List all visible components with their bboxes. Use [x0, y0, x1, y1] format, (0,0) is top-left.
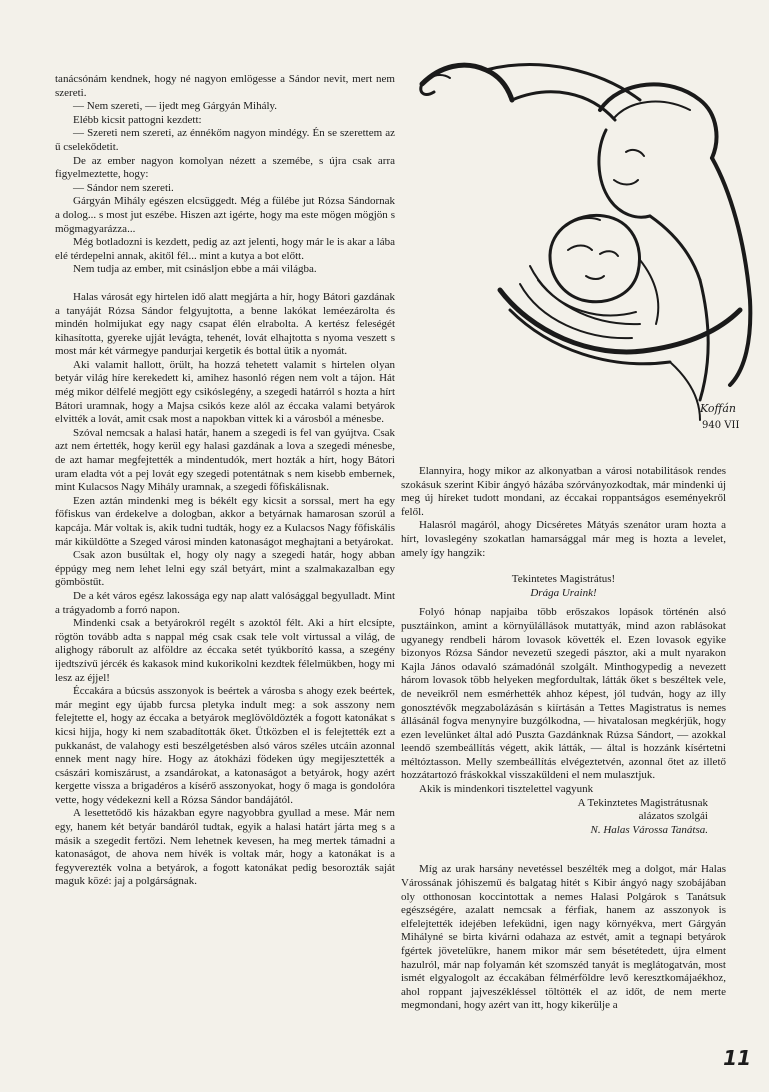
- left-paragraph: Ezen aztán mindenki meg is békélt egy kicsit a sorssal, mert ha egy főfiskus van érdekelve a dologban, akkor a betyárnak hamarosan szorúl a kapcája. Már voltak is, akik tudni tudták, hogy ez a Kulacsos Nagy főfiskális már kiküldötte a Szeged városi minden katonaságot meghajtani a betyárokat.: [55, 494, 395, 548]
- left-paragraph: De a két város egész lakossága egy nap alatt valósággal begyulladt. Mint a trágyadomb a forró napon.: [55, 589, 395, 616]
- letter-salutation: Drága Uraink!: [530, 586, 597, 599]
- letter-signoff: alázatos szolgái: [638, 810, 708, 823]
- left-paragraph: Gárgyán Mihály egészen elcsüggedt. Még a fülébe jut Rózsa Sándornak a dolog... s most jut eszébe. Hiszen azt igérte, hogy ma este mögen mögjön s mögmagyarázza...: [55, 195, 395, 235]
- left-paragraph: Halas városát egy hirtelen idő alatt megjárta a hír, hogy Bátori gazdának a tanyáját Rózsa Sándor felgyujtotta, a benne lakókat leméezárolta és mindén holmijukat egy nagy csapat élén elrabolta. A kertész feleségét kihasította, gyereke ujját levágta, tehenét, lovát elhajtotta s nyoma veszett s most már két vármegye pandurjai kergetik és bottal ütik a nyomát.: [55, 290, 395, 358]
- left-paragraph: Szóval nemcsak a halasi határ, hanem a szegedi is fel van gyújtva. Csak azt nem értették, hogy kerül egy halasi gazdának a lova a szegedi ménesbe, de azt hamar megfejtették a mindentudók, mert hozták a hírt, hogy Bátori uram eladta vót a pej lovát egy szegedi potentátnak s nem kisebb embernek, mint Kulacsos Nagy Mihály uramnak, a szegedi főfiskálisnak.: [55, 426, 395, 494]
- left-paragraph: Még botladozni is kezdett, pedig az azt jelenti, hogy már le is akar a lába elé térdepelni annak, akitől fél... mint a kutya a bot előtt.: [55, 236, 395, 262]
- left-paragraph: tanácsónám kendnek, hogy né nagyon emlögesse a Sándor nevit, mert nem szereti.: [55, 73, 395, 99]
- right-paragraph: Elannyira, hogy mikor az alkonyatban a városi notabilitások rendes szokásuk szerint Kibir ángyó házába szórványozkodtak, már mindenki új meg új híreket tudott mondani, az éccakai roppantságos eseményekről felől.: [401, 465, 726, 518]
- left-paragraph: Aki valamit hallott, örült, ha hozzá tehetett valamit s hirtelen olyan betyár világ híre kerekedett ki, amihez hasonló régen nem volt a tájon. Hát még mikor délfelé megjött egy csikóslegény, a szegedi határról s hozta a hírt Bátori uramnak, hogy a Majsa csikós keze alól az éccaka valami betyárok elvitték a lovát, amit csak most a napokban vittek ki a városból a ménesbe.: [55, 358, 395, 426]
- letter-signoff: N. Halas Várossa Tanátsa.: [590, 823, 708, 836]
- letter-signoff: A Tekinztetes Magistrátusnak: [577, 796, 708, 809]
- right-text-column: [401, 465, 726, 1013]
- letter-closing: Akik is mindenkori tisztelettel vagyunk: [419, 783, 594, 796]
- left-paragraph: De az ember nagyon komolyan nézett a szemébe, s újra csak arra figyelmeztette, hogy:: [55, 154, 395, 181]
- left-paragraph: Éccakára a búcsús asszonyok is beértek a városba s ahogy ezek beértek, már megint egy újabb furcsa pletyka indult meg: a sok asszony nem felejtette el, hogy az éccaka a betyárok meglövöldözték a fogott katonákat s kicsi hijja, hogy ki nem szabadították őket. Ütközben el is felejtették ezt a pukkanást, de valahogy esti beszélgetésben alsó város széles utcáin azonnal ennek ment nagy híre. Hogy az átokházi födeken úgy megijesztették a császári komiszárust, a zsandárokat, a katonaságot a betyárok, hogy azért kergette vissza a brigadéros a kísérő asszonyokat, hogy ő maga is gondolóra vette, hogy védekezni kell a Rózsa Sándor bandájától.: [55, 685, 395, 806]
- illustration-mother-and-child: [400, 40, 760, 455]
- left-paragraph: Nem tudja az ember, mit csinásljon ebbe a mái világba.: [73, 263, 317, 276]
- page-number: 11: [723, 1046, 751, 1070]
- illustration-signature: Koffán: [700, 402, 736, 415]
- right-paragraph: Míg az urak harsány nevetéssel beszélték meg a dolgot, már Halas Várossának jóhiszemű és balgatag hitét s Kibir ángyó nagy szobájában oly otthonosan koccintottak a nemes Halasi Polgárok s Tanátsuk egészségére, azalatt nemcsak a férfiak, hanem az asszonyok is elfelejtették idejében lefeküdni, igen nagy környékva, mert Gárgyán Mihályné se birta kivárni odahaza az estvét, amit a tegnapi betyárok fgértek jövetelükre, hanem mikor már sem bésetétedett, újra elment hazulról, már nap folyamán két szomszéd tanyát is meglátogatván, most ismét elgyalogolt az éccakában félmérföldre levő keresztkomájaékhoz, ahol roppant jajveszékléssel töltötték el az időt, de nem merte megmondani, hogy azért van itt, hogy kikerülje a: [401, 863, 726, 1012]
- left-text-column: [55, 73, 395, 889]
- left-paragraph: Elébb kicsit pattogni kezdett:: [73, 113, 202, 126]
- left-paragraph: — Nem szereti, — ijedt meg Gárgyán Mihály.: [73, 100, 278, 113]
- left-paragraph: — Sándor nem szereti.: [73, 181, 174, 194]
- illustration-date: 940 VII: [702, 420, 740, 431]
- letter-salutation: Tekintetes Magistrátus!: [511, 573, 616, 586]
- right-paragraph: Halasról magáról, ahogy Dicséretes Mátyás szenátor uram hozta a hírt, lovaslegény szokatlan hamarsággal már meg is hozta a levelet, amely így hangzik:: [401, 519, 726, 559]
- left-paragraph: Mindenki csak a betyárokról regélt s azoktól félt. Aki a hírt elcsípte, rögtön tovább adta s nappal még csak csak tele volt virtussal a világ, de alighogy ráborult az alföldre az éccaka setét tyúkborító kassa, a szegény ijedtszívű jércék és kakasok mind kukorikolni kezdtek félelmükben, hogy mi lesz az éjjel!: [55, 617, 395, 684]
- left-paragraph: — Szereti nem szereti, az énnékőm nagyon mindégy. Én se szerettem az ű cselekődetit.: [55, 127, 395, 153]
- left-paragraph: Csak azon busúltak el, hogy oly nagy a szegedi határ, hogy abban éppúgy meg nem lehet lelni egy szál betyárt, mint a szalmakazalban egy gömböstűt.: [55, 549, 395, 589]
- left-paragraph: A lesettetődő kis házakban egyre nagyobbra gyullad a mese. Már nem egy, hanem két betyár bandáról tudtak, egyik a halasi határt járta meg s a másik a szegedit fertőzi. Nem lehetnek kevesen, ha meg mertek támadni a katonaságot, de ahova nem hívék is voltak már, hogy a katonákat is a fegyverezték volna a betyárok, a fogott katonákat pedig besorozták saját maguk közé: jaj a polgárságnak.: [55, 807, 395, 888]
- letter-body: Folyó hónap napjaiba több erőszakos lopások történén alsó pusztáinkon, amint a környülállások mutattyák, mind azon rablásokat ugyanegy rendbeli három lovasok követték el. Ezen lovasok egyike bizonyos Rózsa Sándor nevezetű szegedi pásztor, aki a mult nyarakon Kajla János odavaló számadónál szolgált. Minthogypedig a nevezett három lovasok több helyeken megfordultak, látták őket s beszéltek vele, de neveikről nem esmérhették ahhoz képest, jól tudván, hogy az illy gonosztévők megzabolázásán s kiírtásán a Tettes Magistratus is nemes állásánál fogva menynyire buzgólkodna, — hivatalosan megkérjük, hogy ezen levelünket által adó Puszta Gazdánknak Rúzsa Sándort, — azokkal leendő szembeállítás végett, akik látták, — által is hozzánk kísértetni méltóztasson. Melly szembeállítás elvégeztetvén, azonnal őtet az illető hozzátartozó fráskokkal visszakűldeni el nem mulasztjuk.: [401, 606, 726, 782]
